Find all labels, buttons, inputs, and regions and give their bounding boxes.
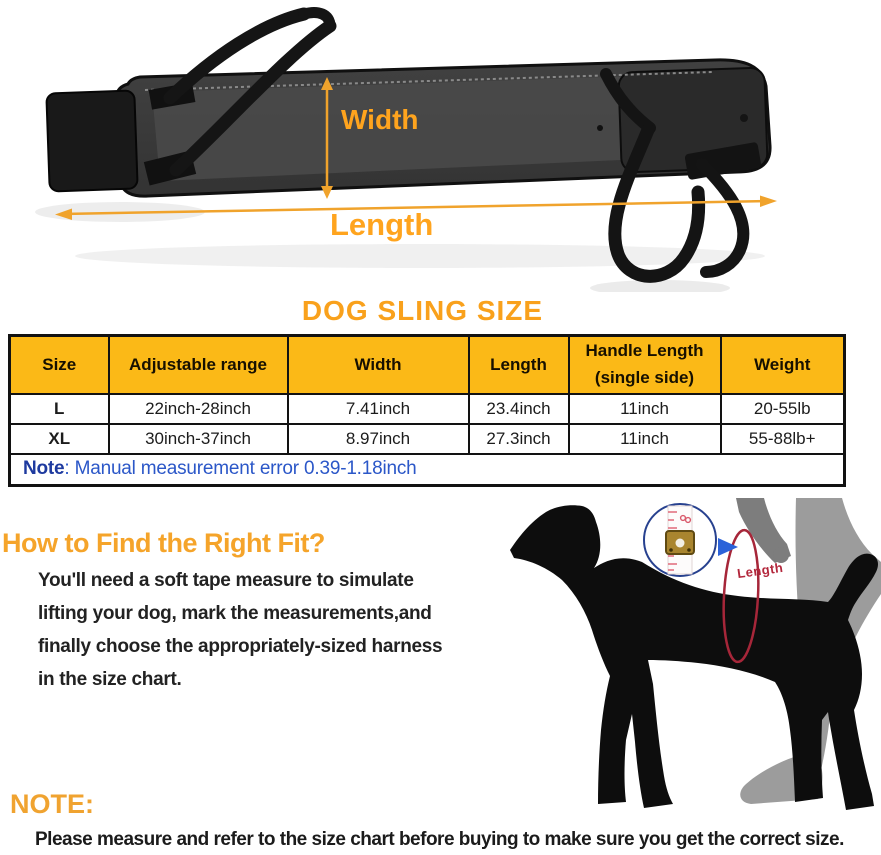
measure-length-label: Length [736,559,785,582]
measuring-tape-icon [644,504,716,576]
col-header-label: Width [354,354,402,374]
table-row-size-xl [10,424,845,454]
dog-measuring-illustration [490,498,881,820]
note-rest: : Manual measurement error 0.39-1.18inch [64,458,417,480]
cell-handle-length: 11inch [569,424,721,454]
velcro-panel [46,90,137,191]
cell-size: XL [10,424,109,454]
col-header-sublabel: (single side) [594,367,695,387]
sling-photo-illustration [0,0,881,292]
fit-guide-line: in the size chart. [38,669,182,690]
col-header-weight [721,336,845,394]
cell-width: 7.41inch [288,394,469,424]
table-note-row [10,454,845,486]
col-header-width [288,336,469,394]
col-header-length [469,336,569,394]
fit-guide-line: finally choose the appropriately-sized harness [38,636,443,657]
cell-size: L [10,394,109,424]
table-row-size-l [10,394,845,424]
col-header-label: Length [490,354,547,374]
note-heading: NOTE: [10,789,94,819]
width-dimension-label: Width [341,104,419,135]
col-header-label: Size [42,354,77,374]
col-header-adjustable-range [109,336,288,394]
cell-weight: 55-88lb+ [721,424,845,454]
col-header-label: Adjustable range [129,354,267,374]
col-header-label: Weight [754,354,811,374]
size-chart-title: DOG SLING SIZE [301,295,544,326]
cell-weight: 20-55lb [721,394,845,424]
cell-length: 27.3inch [469,424,569,454]
note-prefix: Note [23,458,65,480]
fit-guide-line: lifting your dog, mark the measurements,and [38,603,432,624]
fit-guide-line: You'll need a soft tape measure to simulate [38,570,414,591]
length-dimension-label: Length [330,207,434,242]
cell-length: 23.4inch [469,394,569,424]
col-header-size [10,336,109,394]
cell-handle-length: 11inch [569,394,721,424]
col-header-handle-length [569,336,721,394]
size-chart-table [8,334,845,487]
cell-width: 8.97inch [288,424,469,454]
fit-guide-heading: How to Find the Right Fit? [2,528,325,558]
fit-guide-paragraph [38,570,442,702]
table-header-row [10,336,845,394]
note-text: Please measure and refer to the size chart before buying to make sure you get the correct size. [35,829,844,850]
col-header-label: Handle Length [585,341,704,361]
cell-adjustable-range: 22inch-28inch [109,394,288,424]
cell-adjustable-range: 30inch-37inch [109,424,288,454]
measurement-note [10,454,845,486]
